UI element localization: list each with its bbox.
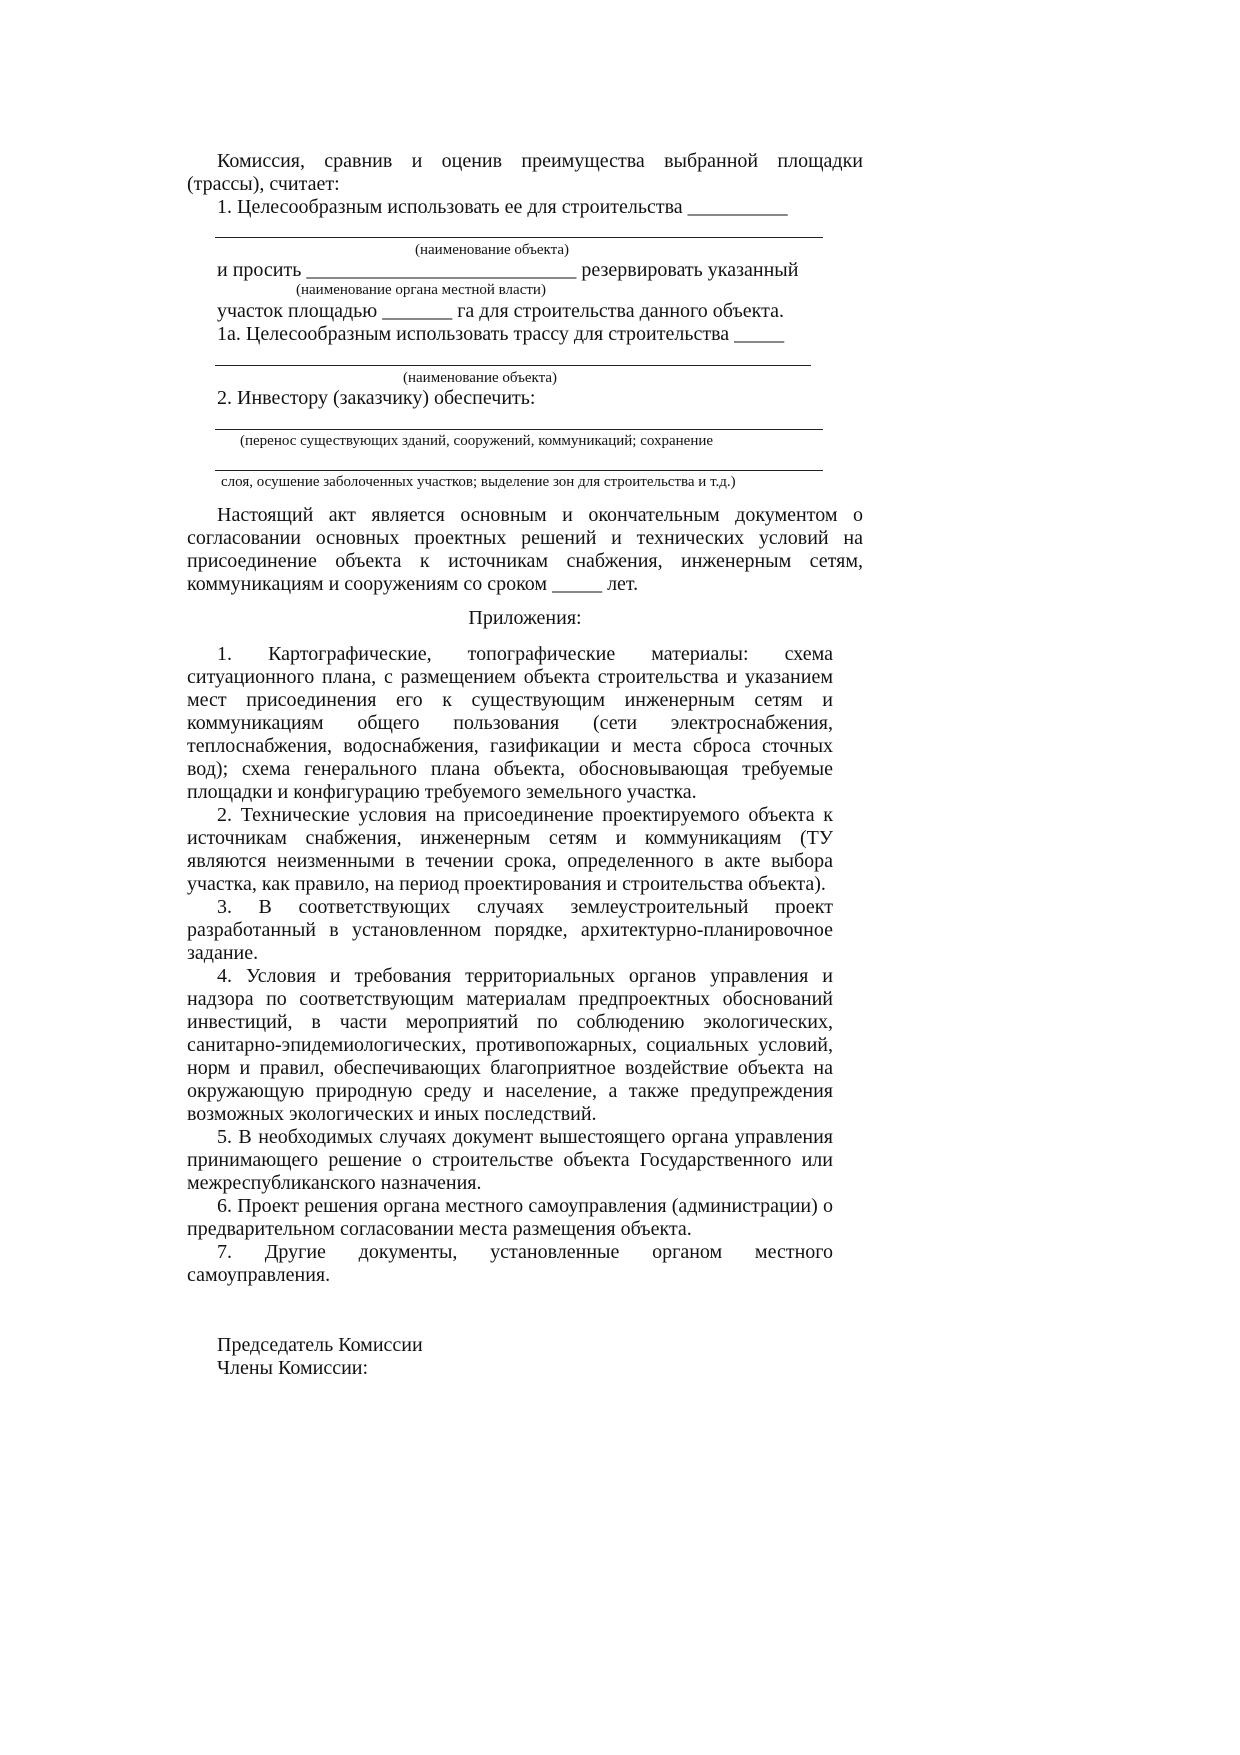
caption-item2-part1: (перенос существующих зданий, сооружений, коммуникаций; сохранение <box>240 433 714 449</box>
caption-authority-name: (наименование органа местной власти) <box>296 282 546 298</box>
appendix-item-7: 7. Другие документы, установленные органом местного самоуправления. <box>187 1241 833 1286</box>
appendix-list <box>187 643 833 1287</box>
item2-blank-line-2 <box>215 470 823 471</box>
appendix-item-2: 2. Технические условия на присоединение проектируемого объекта к источникам снабжения, инженерным сетям и коммуникациям (ТУ являются неизменными в течении срока, определенного в акте выбора участка, как правило, на период проектирования и строительства объекта). <box>187 804 833 895</box>
item1-line: 1. Целесообразным использовать ее для строительства __________ <box>217 196 788 218</box>
act-text-main: Настоящий акт является основным и окончательным документом о согласовании основных проектных решений и технических условий на присоединение объекта к источникам снабжения, инженерным сетям, <box>187 504 863 572</box>
appendix-item-3: 3. В соответствующих случаях землеустроительный проект разработанный в установленном порядке, архитектурно-планировочное задание. <box>187 896 833 964</box>
members-signature-label: Члены Комиссии: <box>217 1357 369 1379</box>
object-name-blank-line <box>215 237 823 238</box>
intro-line-1: Комиссия, сравнив и оценив преимущества выбранной площадки <box>217 150 863 172</box>
appendix-title: Приложения: <box>468 607 582 629</box>
appendix-item-5: 5. В необходимых случаях документ вышестоящего органа управления принимающего решение о строительстве объекта Государственного или межреспубликанского назначения. <box>187 1126 833 1194</box>
intro-paragraph <box>187 150 863 196</box>
intro-line-2: (трассы), считает: <box>187 173 340 195</box>
caption-item2-part2: слоя, осушение заболоченных участков; выделение зон для строительства и т.д.) <box>221 474 736 490</box>
caption-object-name: (наименование объекта) <box>415 242 570 258</box>
item1a-line: 1а. Целесообразным использовать трассу для строительства _____ <box>217 323 785 345</box>
appendix-item-1: 1. Картографические, топографические материалы: схема ситуационного плана, с размещением объекта строительства и указанием мест присоединения его к существующим инженерным сетям и коммуникациям общего пользования (сети электроснабжения, теплоснабжения, водоснабжения, газификации и места сброса сточных вод); схема генерального плана объекта, обосновывающая требуемые площадки и конфигурацию требуемого земельного участка. <box>187 643 833 803</box>
item1a-object-blank-line <box>215 365 811 366</box>
appendix-item-6: 6. Проект решения органа местного самоуправления (администрации) о предварительном согласовании места размещения объекта. <box>187 1195 833 1240</box>
item1-ask-line: и просить ___________________________ резервировать указанный <box>217 259 799 281</box>
item1-area-line: участок площадью _______ га для строительства данного объекта. <box>217 300 784 322</box>
appendix-item-4: 4. Условия и требования территориальных органов управления и надзора по соответствующим материалам предпроектных обоснований инвестиций, в части мероприятий по соблюдению экологических, санитарно-эпидемиологических, противопожарных, социальных условий, норм и правил, обеспечивающих благоприятное воздействие объекта на окружающую природную среду и население, а также предупреждения возможных экологических и иных последствий. <box>187 965 833 1125</box>
item2-blank-line-1 <box>215 429 823 430</box>
item2-line: 2. Инвестору (заказчику) обеспечить: <box>217 387 536 409</box>
act-text-last: коммуникациям и сооружениям со сроком _____ лет. <box>187 573 639 595</box>
chairman-signature-label: Председатель Комиссии <box>217 1334 423 1356</box>
caption-item1a-object: (наименование объекта) <box>403 370 558 386</box>
act-paragraph <box>187 504 863 596</box>
